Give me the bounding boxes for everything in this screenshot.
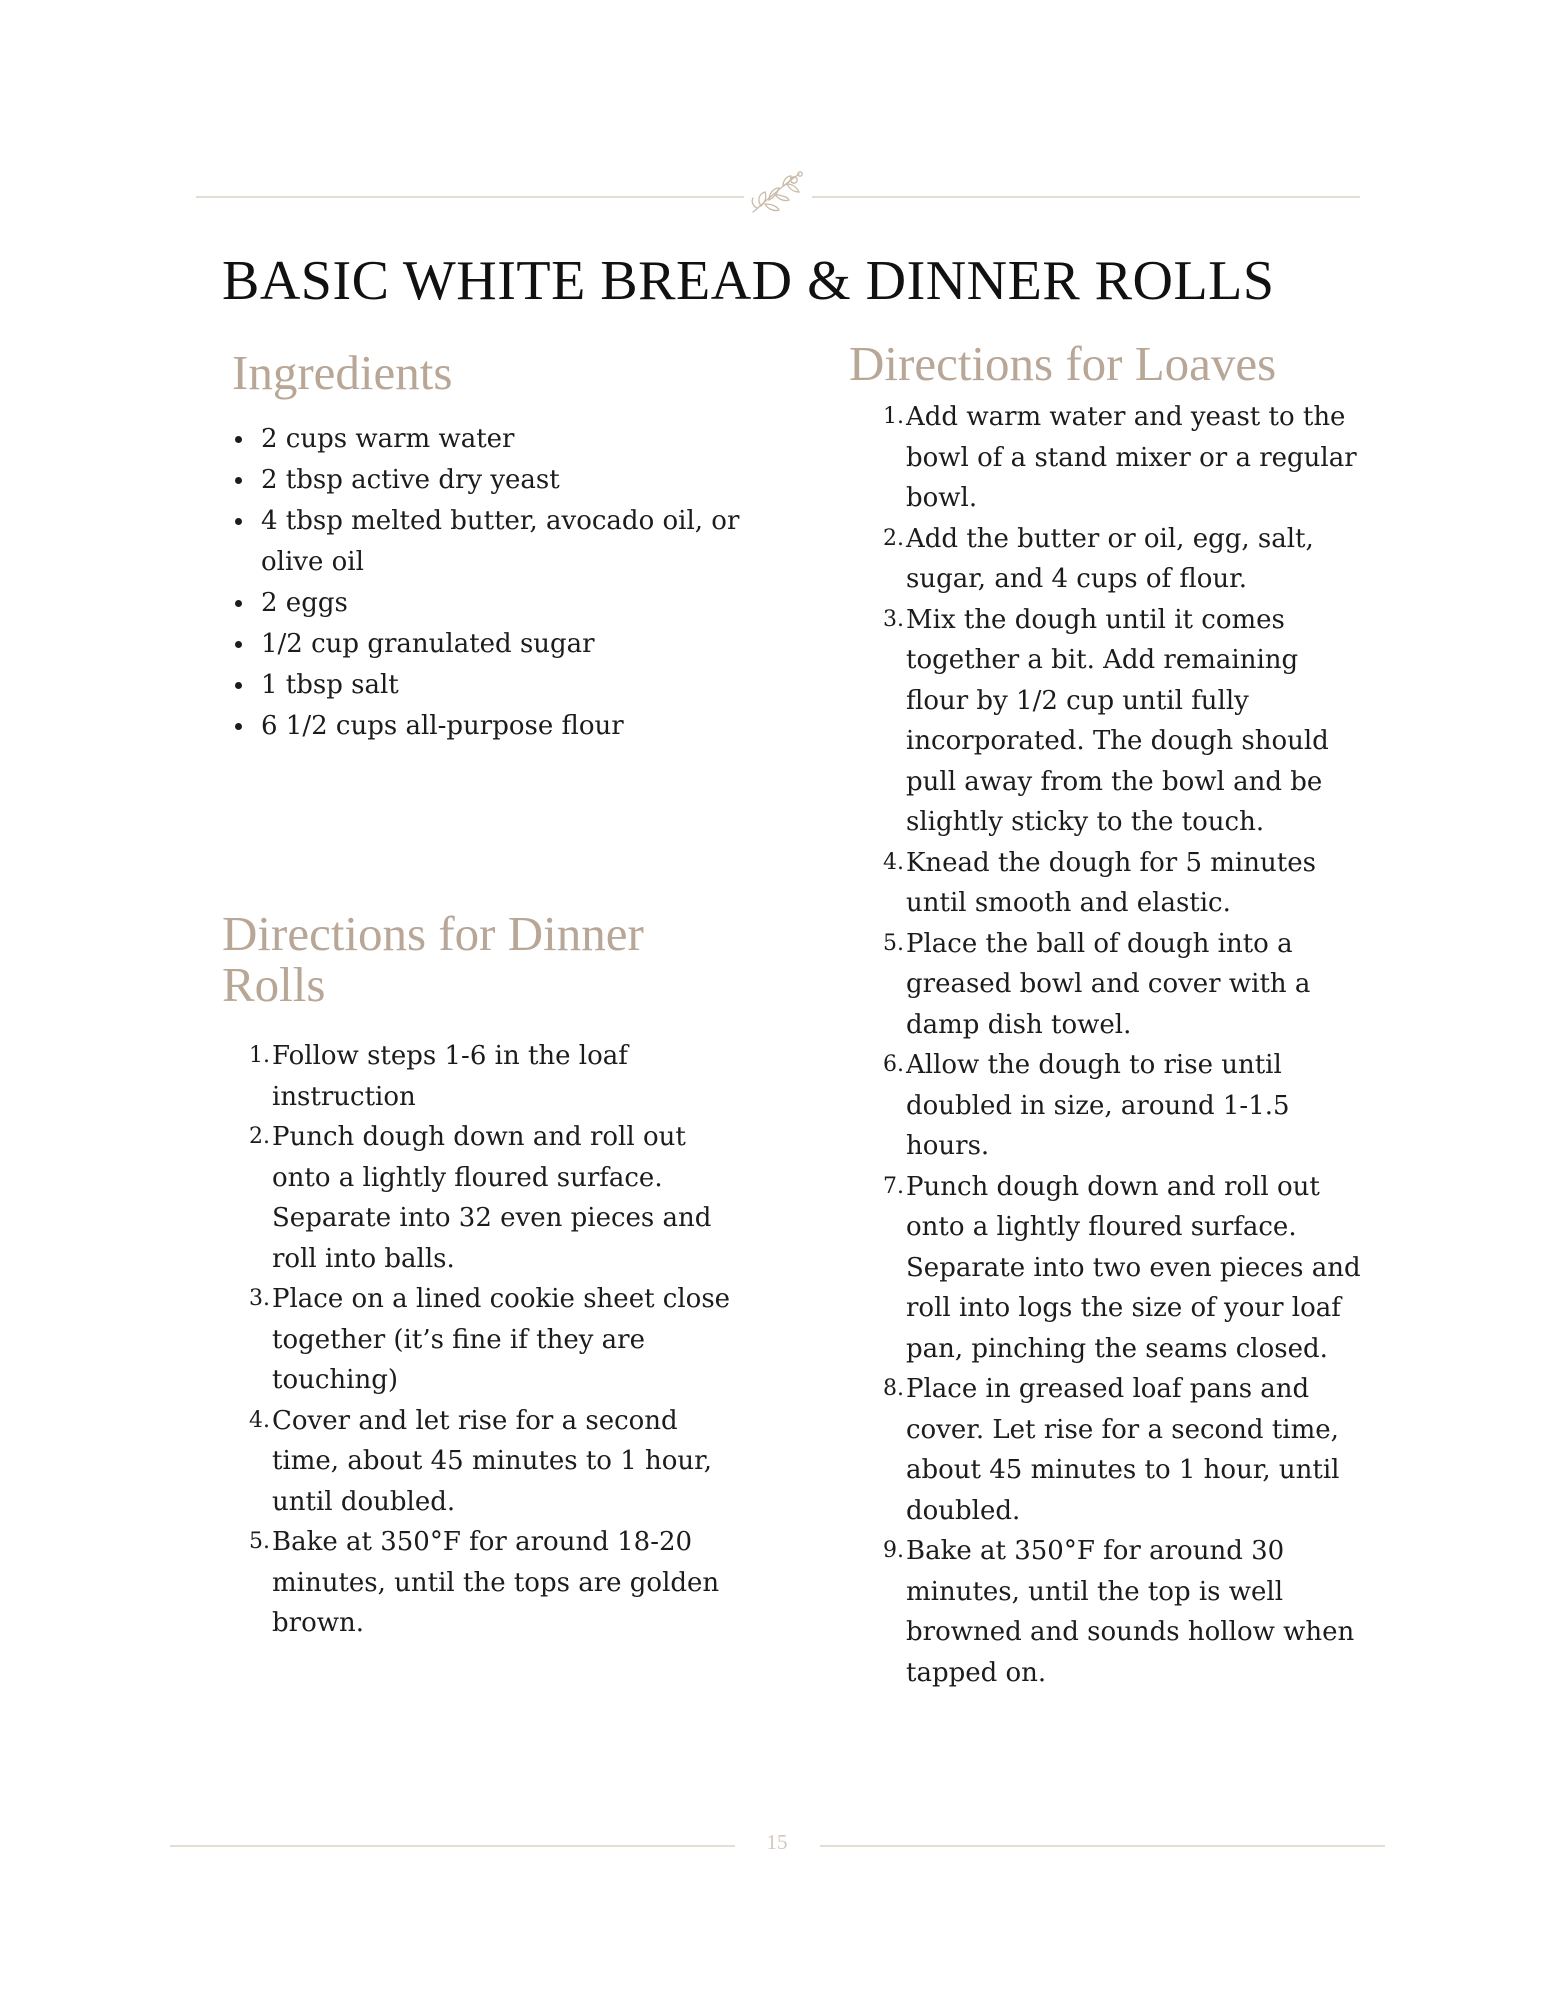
ingredient-text: 1/2 cup granulated sugar [261, 629, 595, 659]
list-item [243, 1117, 743, 1279]
bullet-icon [235, 682, 242, 689]
step-number: 1. [883, 404, 904, 429]
loaves-steps [877, 397, 1367, 1693]
list-item [234, 501, 774, 583]
list-item [877, 924, 1367, 1046]
step-text: Place on a lined cookie sheet close together (it’s fine if they are touching) [272, 1284, 731, 1395]
list-item [877, 397, 1367, 519]
step-number: 3. [249, 1286, 270, 1311]
step-number: 3. [883, 606, 904, 632]
step-number: 5. [883, 930, 904, 956]
step-number: 7. [883, 1173, 904, 1199]
dinner-rolls-heading: Directions for Dinner Rolls [222, 906, 644, 1012]
page-number: 15 [766, 1830, 788, 1854]
ingredients-heading: Ingredients [232, 345, 453, 400]
list-item [234, 665, 774, 706]
list-item [243, 1279, 743, 1401]
step-text: Follow steps 1-6 in the loaf instruction [272, 1041, 628, 1112]
step-text: Knead the dough for 5 minutes until smooth and elastic. [906, 847, 1316, 918]
loaves-heading: Directions for Loaves [849, 336, 1277, 391]
list-item [877, 1167, 1367, 1370]
bullet-icon [235, 723, 242, 730]
step-text: Cover and let rise for a second time, about 45 minutes to 1 hour, until doubled. [272, 1405, 712, 1517]
step-text: Place in greased loaf pans and cover. Let rise for a second time, about 45 minutes to 1 hour, until doubled. [906, 1374, 1340, 1526]
step-text: Bake at 350°F for around 30 minutes, until the top is well browned and sounds hollow when tapped on. [906, 1536, 1355, 1688]
step-number: 4. [883, 849, 904, 875]
dinner-rolls-steps [243, 1036, 743, 1644]
list-item [877, 1531, 1367, 1693]
step-text: Add warm water and yeast to the bowl of a stand mixer or a regular bowl. [906, 402, 1357, 513]
ingredient-text: 6 1/2 cups all-purpose flour [261, 711, 624, 741]
step-text: Punch dough down and roll out onto a lightly floured surface. Separate into 32 even pieces and roll into balls. [272, 1122, 712, 1274]
step-text: Bake at 350°F for around 18-20 minutes, until the tops are golden brown. [272, 1527, 720, 1638]
ingredient-text: 4 tbsp melted butter, avocado oil, or olive oil [261, 506, 740, 577]
header-rule-left [196, 196, 744, 198]
bullet-icon [235, 641, 242, 648]
footer-rule-left [170, 1845, 735, 1847]
list-item [243, 1522, 743, 1644]
step-number: 2. [883, 525, 904, 551]
bullet-icon [235, 477, 242, 484]
step-text: Add the butter or oil, egg, salt, sugar, and 4 cups of flour. [906, 523, 1314, 594]
floral-sprig-icon [747, 166, 809, 218]
header-rule-right [812, 196, 1360, 198]
ingredients-list [234, 419, 774, 747]
step-text: Punch dough down and roll out onto a lightly floured surface. Separate into two even pieces and roll into logs the size of your loaf pan, pinching the seams closed. [906, 1171, 1361, 1364]
list-item [243, 1036, 743, 1117]
step-number: 6. [883, 1052, 904, 1077]
list-item [234, 706, 774, 747]
step-number: 8. [883, 1376, 904, 1401]
ingredient-text: 2 eggs [261, 588, 348, 618]
step-number: 1. [249, 1043, 270, 1068]
bullet-icon [235, 600, 242, 607]
list-item [234, 419, 774, 460]
step-text: Place the ball of dough into a greased bowl and cover with a damp dish towel. [906, 928, 1311, 1040]
bullet-icon [235, 518, 242, 525]
footer-rule-right [820, 1845, 1385, 1847]
list-item [234, 583, 774, 624]
step-number: 5. [249, 1529, 270, 1554]
ingredient-text: 2 tbsp active dry yeast [261, 465, 560, 495]
list-item [877, 519, 1367, 600]
list-item [877, 1369, 1367, 1531]
ingredient-text: 1 tbsp salt [261, 670, 399, 700]
list-item [877, 1045, 1367, 1167]
list-item [234, 624, 774, 665]
step-number: 2. [249, 1124, 270, 1149]
list-item [243, 1401, 743, 1523]
bullet-icon [235, 436, 242, 443]
step-text: Allow the dough to rise until doubled in size, around 1-1.5 hours. [906, 1050, 1290, 1161]
ingredient-text: 2 cups warm water [261, 424, 515, 454]
list-item [877, 843, 1367, 924]
page-title: BASIC WHITE BREAD & DINNER ROLLS [222, 250, 1275, 312]
step-number: 4. [249, 1407, 270, 1433]
step-number: 9. [883, 1538, 904, 1563]
list-item [234, 460, 774, 501]
step-text: Mix the dough until it comes together a bit. Add remaining flour by 1/2 cup until fully incorporated. The dough should pull away from the bowl and be slightly sticky to the touch. [906, 604, 1329, 837]
list-item [877, 600, 1367, 843]
